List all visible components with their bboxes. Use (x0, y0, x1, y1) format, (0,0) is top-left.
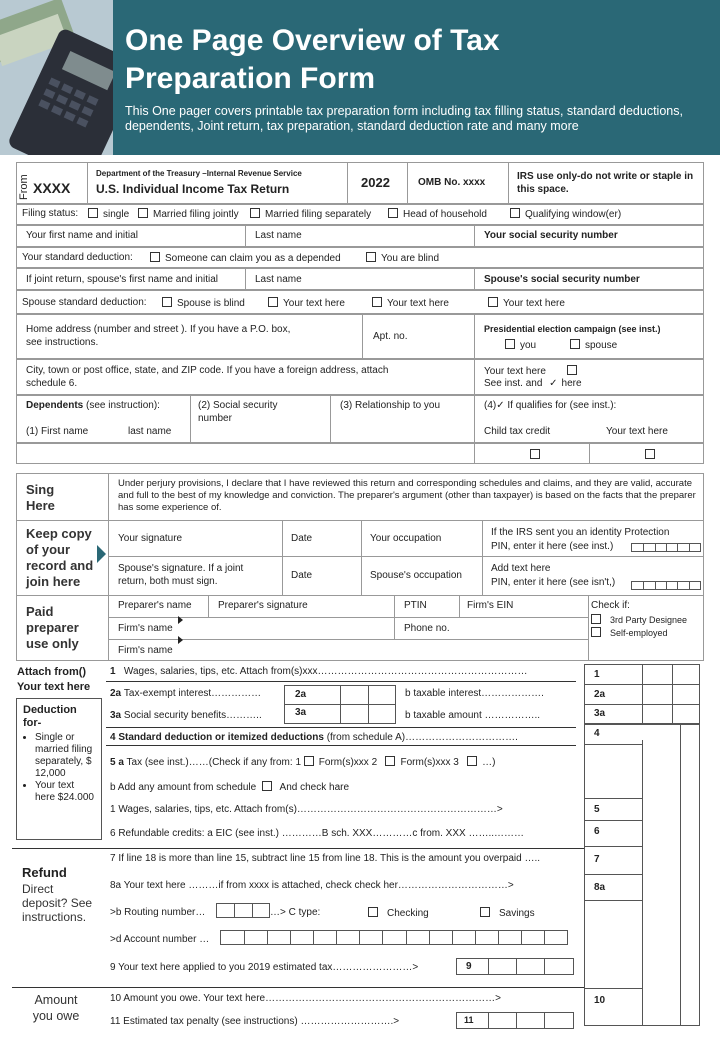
input-cell-divider (677, 582, 678, 589)
savings-option[interactable]: Savings (480, 907, 535, 919)
add-pin-label: PIN, enter it here (see isn't,) (491, 577, 616, 588)
input-cell-divider (643, 544, 644, 551)
spouse-deduction-label: Spouse standard deduction: (22, 297, 147, 308)
amount-label-6: 6 (594, 826, 600, 837)
attach-from-label: Attach from() (17, 666, 87, 678)
line-3a: 3a Social security benefits……….. (110, 710, 262, 721)
checking-option[interactable]: Checking (368, 907, 429, 919)
input-cell-divider (429, 931, 430, 944)
checkbox[interactable] (88, 208, 98, 218)
spouse-option-4[interactable]: Your text here (488, 297, 565, 309)
checkbox[interactable] (304, 756, 314, 766)
perjury-text: Under perjury provisions, I declare that I have reviewed this return and corresponding schedules and claims, and they are valid, accurate and full to the best of my knowledge and conviction. The preparer's argument (other than taxpayer) is based on the facts that the preparer has some experience of. (118, 478, 696, 513)
filing-married-jointly[interactable]: Married filing jointly (138, 208, 239, 220)
deduction-title: Deduction for- (23, 704, 77, 729)
occupation-field[interactable]: Your occupation (370, 533, 442, 544)
filing-qualifying[interactable]: Qualifying window(er) (510, 208, 621, 220)
omb-number: OMB No. xxxx (418, 177, 486, 188)
std-deduction-label: Your standard deduction: (22, 252, 133, 263)
keep-copy-label: Keep copy of your record and join here (26, 526, 94, 589)
line-2a: 2a Tax-exempt interest…………… (110, 688, 262, 699)
first-name-field[interactable]: Your first name and initial (26, 230, 138, 241)
dep-ssn: (2) Social security (198, 400, 278, 411)
filing-married-separately[interactable]: Married filing separately (250, 208, 371, 220)
line-2a-box-label: 2a (295, 689, 307, 700)
input-cell-divider (544, 931, 545, 944)
input-cell-divider (244, 931, 245, 944)
amount-label-3a: 3a (594, 708, 606, 719)
tax-year: 2022 (361, 175, 390, 190)
calculator-icon (0, 0, 113, 155)
input-cell-divider (359, 931, 360, 944)
irs-use-note: IRS use only-do not write or staple in this space. (517, 171, 694, 195)
arrow-icon (178, 636, 183, 644)
filing-status-label: Filing status: (22, 208, 79, 219)
line-11: 11 Estimated tax penalty (see instructions) ……………………….> (110, 1016, 400, 1027)
sign-here-label: Sing Here (26, 482, 55, 513)
dep-relationship: (3) Relationship to you (340, 400, 441, 411)
dept-text: Department of the Treasury –Internal Revenue Service (96, 169, 302, 178)
input-cell-divider (336, 931, 337, 944)
check-if-label: Check if: (591, 600, 630, 611)
line-6: 6 Refundable credits: a EIC (see inst.) …………B sch. XXX…………c from. XXX ……..……… (110, 828, 525, 839)
filing-single[interactable]: single (88, 208, 129, 220)
form-label: From (18, 174, 30, 200)
home-address-hint: see instructions. (26, 337, 99, 348)
routing-number-input[interactable] (216, 903, 270, 918)
child-credit-checkbox[interactable] (530, 449, 540, 459)
line-3b: b taxable amount …………….. (405, 710, 541, 721)
input-cell-divider (406, 931, 407, 944)
input-cell-divider (677, 544, 678, 551)
spouse-date-field[interactable]: Date (291, 570, 313, 581)
city-hint: schedule 6. (26, 378, 78, 389)
input-cell-divider (475, 931, 476, 944)
checkbox[interactable] (162, 297, 172, 307)
someone-claim-option[interactable]: Someone can claim you as a depended (150, 252, 341, 264)
refund-sub: Direct deposit? See instructions. (22, 882, 93, 924)
line-8d: >d Account number … (110, 934, 210, 945)
spouse-option-2[interactable]: Your text here (268, 297, 345, 309)
input-cell-divider (689, 544, 690, 551)
spouse-pin-input[interactable] (631, 581, 701, 590)
spouse-last-name-field[interactable]: Last name (255, 274, 302, 285)
input-cell-divider (666, 544, 667, 551)
form-code: XXXX (33, 180, 71, 196)
paid-preparer-label: Paid preparer use only (26, 604, 79, 651)
spouse-occupation-field[interactable]: Spouse's occupation (370, 570, 462, 581)
checkbox[interactable] (591, 614, 601, 624)
check-icon: ✓ (549, 378, 558, 389)
return-title: U.S. Individual Income Tax Return (96, 182, 290, 196)
line-1: 1 Wages, salaries, tips, etc. Attach from(s)xxx……………………………………………………… (110, 666, 528, 677)
checkbox[interactable] (567, 365, 577, 375)
input-cell-divider (267, 931, 268, 944)
checkbox[interactable] (488, 297, 498, 307)
line-9-box-label: 9 (466, 961, 472, 972)
self-employed-option[interactable]: Self-employed (591, 627, 668, 638)
dep-text: Your text here (606, 426, 668, 437)
date-field[interactable]: Date (291, 533, 313, 544)
checkbox[interactable] (366, 252, 376, 262)
checkbox[interactable] (505, 339, 515, 349)
line-5a: 5 a Tax (see inst.)……(Check if any from: 1 Form(s)xxx 2 Form(s)xxx 3 …) (110, 757, 496, 768)
firm-name-field[interactable]: Firm's name (118, 623, 173, 634)
amount-label-4: 4 (594, 728, 600, 739)
input-cell-divider (521, 931, 522, 944)
amount-owe-label: Amount you owe (32, 993, 80, 1023)
calculator-photo (0, 0, 113, 155)
firm-name-field-2[interactable]: Firm's name (118, 645, 173, 656)
checkbox[interactable] (250, 208, 260, 218)
input-cell-divider (382, 931, 383, 944)
line-8a: 8a Your text here ………if from xxxx is attached, check check her……………………………> (110, 880, 514, 891)
amount-label-10: 10 (594, 995, 606, 1006)
apt-field[interactable]: Apt. no. (373, 331, 408, 342)
line-4: 4 Standard deduction or itemized deductions (from schedule A)……………………………. (110, 732, 518, 743)
dep-ssn-2: number (198, 413, 232, 424)
line-5b: b Add any amount from schedule And check hare (110, 782, 350, 793)
line-11-input[interactable] (456, 1012, 574, 1029)
checkbox[interactable] (268, 297, 278, 307)
account-number-input[interactable] (220, 930, 568, 945)
line-1-wages: 1 Wages, salaries, tips, etc. Attach from(s)……………………………………………………> (110, 804, 503, 815)
amount-label-2a: 2a (594, 689, 606, 700)
checkbox[interactable] (388, 208, 398, 218)
input-cell-divider (452, 931, 453, 944)
deduction-item: • Single or married filing separately, $ 12,000 (35, 732, 95, 780)
page-header (0, 0, 720, 155)
input-cell-divider (666, 582, 667, 589)
your-signature-field[interactable]: Your signature (118, 533, 183, 544)
deduction-box (16, 698, 102, 840)
checkbox[interactable] (385, 756, 395, 766)
spouse-signature-field[interactable]: Spouse's signature. If a joint (118, 563, 244, 574)
checkbox[interactable] (591, 627, 601, 637)
dep-last-name: last name (128, 426, 172, 437)
input-cell-divider (655, 582, 656, 589)
home-address-row (16, 314, 704, 359)
checkbox[interactable] (510, 208, 520, 218)
refund-label: Refund (22, 865, 67, 880)
filing-head-household[interactable]: Head of household (388, 208, 487, 220)
city-right-text-2: See inst. and ✓ here (484, 378, 582, 389)
your-text-label: Your text here (17, 681, 91, 693)
amount-label-1: 1 (594, 669, 600, 680)
spouse-ssn-field[interactable]: Spouse's social security number (484, 274, 640, 285)
line-7: 7 If line 18 is more than line 15, subtract line 15 from line 18. This is the amount you overpaid ….. (110, 853, 541, 864)
line-10: 10 Amount you owe. Your text here……………………………………………………………> (110, 993, 501, 1004)
c-type-label: …> C type: (270, 907, 321, 918)
checkbox[interactable] (262, 781, 272, 791)
campaign-you[interactable]: you (505, 339, 536, 351)
city-field[interactable]: City, town or post office, state, and ZIP code. If you have a foreign address, attach (26, 365, 389, 376)
home-address-field[interactable]: Home address (number and street ). If you have a P.O. box, (26, 324, 291, 335)
spouse-signature-hint: return, both must sign. (118, 576, 218, 587)
firm-ein-field[interactable]: Firm's EIN (467, 600, 514, 611)
phone-field[interactable]: Phone no. (404, 623, 450, 634)
campaign-spouse[interactable]: spouse (570, 339, 617, 351)
irs-pin-label: If the IRS sent you an identity Protection (491, 527, 670, 538)
arrow-icon (178, 616, 183, 624)
line-8b: >b Routing number… (110, 907, 206, 918)
input-cell-divider (498, 931, 499, 944)
line-11-box-label: 11 (464, 1015, 474, 1025)
preparer-name-field[interactable]: Preparer's name (118, 600, 192, 611)
irs-pin-label-2: PIN, enter it here (see inst.) (491, 541, 614, 552)
input-cell-divider (290, 931, 291, 944)
ptin-field[interactable]: PTIN (404, 600, 427, 611)
other-credit-checkbox[interactable] (645, 449, 655, 459)
amount-label-7: 7 (594, 854, 600, 865)
dependents-label: Dependents (see instruction): (26, 400, 160, 411)
city-right-text: Your text here (484, 365, 582, 377)
page-title: One Page Overview of Tax Preparation Form (125, 24, 500, 95)
dependent-entry-row[interactable] (16, 443, 704, 464)
checkbox[interactable] (480, 907, 490, 917)
arrow-icon (97, 545, 106, 563)
line-9-input[interactable] (456, 958, 574, 975)
deduction-list (35, 732, 95, 804)
input-cell-divider (655, 544, 656, 551)
line-9: 9 Your text here applied to you 2019 estimated tax……………………> (110, 962, 419, 973)
checkbox[interactable] (570, 339, 580, 349)
checkbox[interactable] (150, 252, 160, 262)
check-icon: ✓ (496, 400, 505, 411)
checkbox[interactable] (467, 756, 477, 766)
line-2b: b taxable interest………………. (405, 688, 544, 699)
last-name-field[interactable]: Last name (255, 230, 302, 241)
input-cell-divider (313, 931, 314, 944)
checkbox[interactable] (372, 297, 382, 307)
amount-label-5: 5 (594, 804, 600, 815)
spouse-option-3[interactable]: Your text here (372, 297, 449, 309)
amount-label-8a: 8a (594, 882, 606, 893)
ssn-field[interactable]: Your social security number (484, 230, 618, 241)
child-tax-credit: Child tax credit (484, 426, 551, 437)
pin-input[interactable] (631, 543, 701, 552)
page-description: This One pager covers printable tax preparation form including tax filling status, standard deductions, dependents, Joint return, tax preparation, standard deduction rate and many more (125, 104, 683, 133)
add-text-label: Add text here (491, 563, 551, 574)
checkbox[interactable] (368, 907, 378, 917)
dep-qualifies: (4)✓ If qualifies for (see inst.): (484, 400, 617, 411)
deduction-item: • Your text here $24.000 (35, 780, 95, 804)
spouse-blind-option[interactable]: Spouse is blind (162, 297, 245, 309)
third-party-option[interactable]: 3rd Party Designee (591, 614, 687, 625)
checkbox[interactable] (138, 208, 148, 218)
input-cell-divider (689, 582, 690, 589)
campaign-label: Presidential election campaign (see inst.) (484, 324, 661, 334)
preparer-signature-field[interactable]: Preparer's signature (218, 600, 308, 611)
spouse-first-name-field[interactable]: If joint return, spouse's first name and initial (26, 274, 219, 285)
dep-first-name: (1) First name (26, 426, 89, 437)
input-cell-divider (643, 582, 644, 589)
you-blind-option[interactable]: You are blind (366, 252, 439, 264)
line-3a-box-label: 3a (295, 707, 307, 718)
